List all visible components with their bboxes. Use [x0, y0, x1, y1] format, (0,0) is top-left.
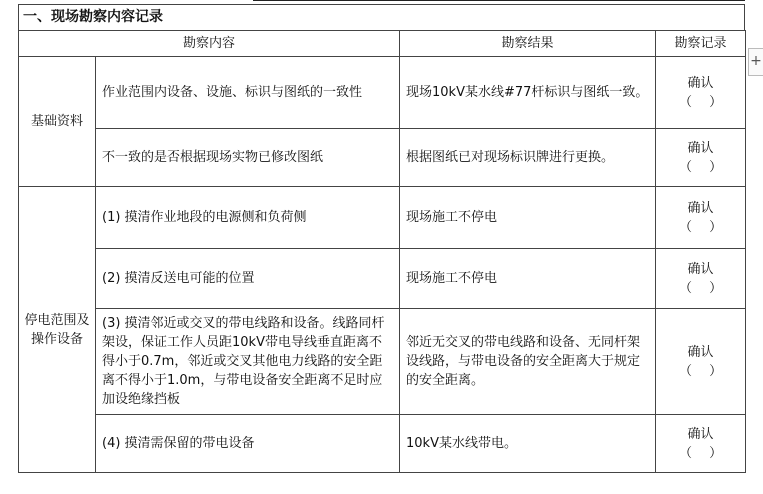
content-cell: 作业范围内设备、设施、标识与图纸的一致性 [96, 57, 400, 129]
content-cell: 不一致的是否根据现场实物已修改图纸 [96, 129, 400, 187]
record-cell [656, 249, 746, 309]
record-cell [656, 309, 746, 415]
header-content: 勘察内容 [19, 31, 400, 57]
section-title: 一、现场勘察内容记录 [18, 4, 745, 30]
confirm-parens[interactable]: （ ） [678, 445, 723, 461]
content-cell: (3) 摸清邻近或交叉的带电线路和设备。线路同杆架设，保证工作人员距10kV带电导线垂直距离不得小于0.7m，邻近或交叉其他电力线路的安全距离不得小于1.0m，与带电设备安全距离不足时应加设绝缘挡板 [96, 309, 400, 415]
header-record: 勘察记录 [656, 31, 746, 57]
table-row [19, 187, 746, 249]
confirm-label: 确认 [687, 140, 714, 156]
content-cell: (1) 摸清作业地段的电源侧和负荷侧 [96, 187, 400, 249]
confirm-parens[interactable]: （ ） [678, 159, 723, 175]
record-cell [656, 187, 746, 249]
record-cell [656, 57, 746, 129]
table-row [19, 57, 746, 129]
record-cell [656, 415, 746, 473]
content-cell: (2) 摸清反送电可能的位置 [96, 249, 400, 309]
plus-icon[interactable]: + [748, 48, 763, 76]
table-row [19, 129, 746, 187]
result-cell: 现场施工不停电 [400, 187, 656, 249]
top-rule [253, 0, 745, 1]
confirm-label: 确认 [687, 200, 714, 216]
content-cell: (4) 摸清需保留的带电设备 [96, 415, 400, 473]
result-cell: 现场10kV某水线#77杆标识与图纸一致。 [400, 57, 656, 129]
header-row [19, 31, 746, 57]
confirm-label: 确认 [687, 344, 714, 360]
result-cell: 邻近无交叉的带电线路和设备、无同杆架设线路，与带电设备的安全距离大于规定的安全距离。 [400, 309, 656, 415]
record-cell [656, 129, 746, 187]
confirm-parens[interactable]: （ ） [678, 363, 723, 379]
confirm-parens[interactable]: （ ） [678, 94, 723, 110]
survey-table [18, 30, 746, 473]
table-row [19, 249, 746, 309]
confirm-parens[interactable]: （ ） [678, 280, 723, 296]
category-cell: 基础资料 [19, 57, 96, 187]
table-row [19, 415, 746, 473]
result-cell: 10kV某水线带电。 [400, 415, 656, 473]
confirm-label: 确认 [687, 426, 714, 442]
header-result: 勘察结果 [400, 31, 656, 57]
result-cell: 根据图纸已对现场标识牌进行更换。 [400, 129, 656, 187]
table-row [19, 309, 746, 415]
confirm-label: 确认 [687, 75, 714, 91]
category-cell: 停电范围及操作设备 [19, 187, 96, 473]
result-cell: 现场施工不停电 [400, 249, 656, 309]
confirm-parens[interactable]: （ ） [678, 219, 723, 235]
confirm-label: 确认 [687, 261, 714, 277]
